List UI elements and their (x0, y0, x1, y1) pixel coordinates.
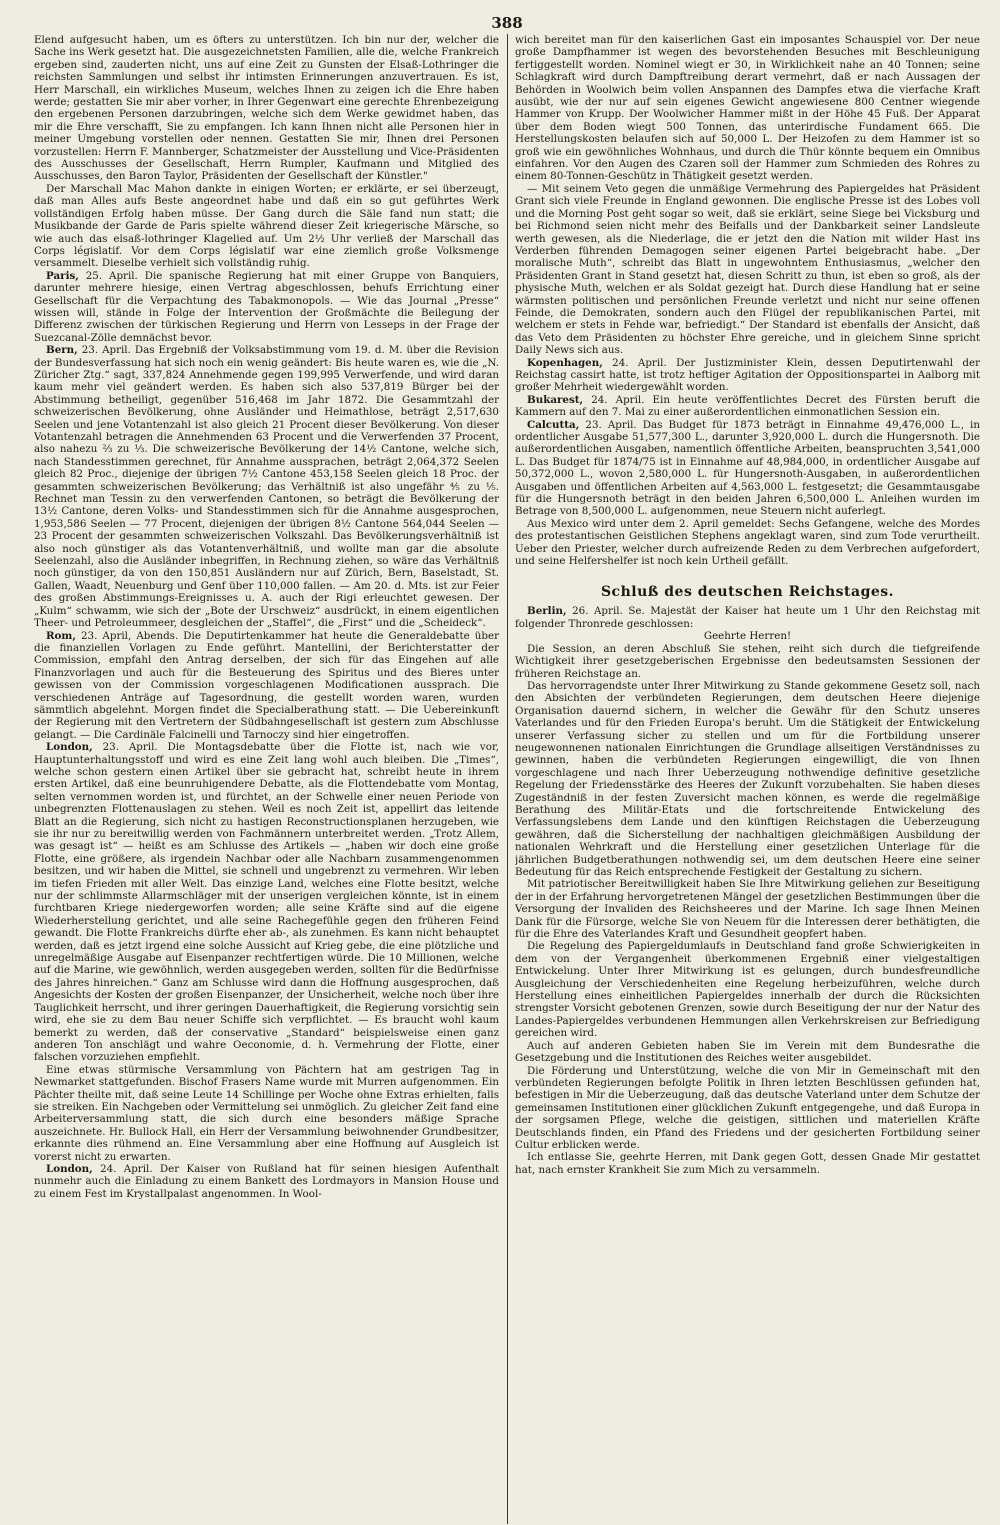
paragraph-text: 26. April. Se. Majestät der Kaiser hat heute um 1 Uhr den Reichstag mit folgender Thronrede geschlossen: (515, 605, 980, 630)
paragraph-text: Aus Mexico wird unter dem 2. April gemeldet: Sechs Gefangene, welche des Mordes des protestantischen Geistlichen Stephens angeklagt waren, sind zum Tode verurtheilt. Ueber den Priester, welcher durch aufreizende Reden zu dem Verbrechen aufgefordert, und seine Helfershelfer ist noch kein Urtheil gefällt. (515, 517, 980, 568)
paragraph-text: Die Regelung des Papiergeldumlaufs in Deutschland fand große Schwierigkeiten in dem von der Vergangenheit überkommenen Ergebniß einer vielgestaltigen Entwickelung. Unter Ihrer Mitwirkung ist es gelungen, durch bundesfreundliche Ausgleichung der Verschiedenheiten eine Regelung herbeizuführen, welche durch Herstellung eines einheitlichen Papiergeldes innerhalb der durch die Rücksichten strengster Vorsicht gebotenen Grenzen, sowie durch Beseitigung der nur der Natur des Landes-Papiergeldes verbundenen Hemmungen allen Verkehrskreisen zur Befriedigung gereichen wird. (515, 940, 980, 1040)
columns (34, 34, 980, 1524)
paragraph-text: 23. April. Die Montagsdebatte über die Flotte ist, nach wie vor, Hauptunterhaltungsstoff und wird es eine Zeit lang wohl auch bleiben. Die „Times“, welche schon gestern einen Artikel über sie gebracht hat, schreibt heute in ihrem ersten Artikel, daß eine beunruhigendere Debatte, als die Flottendebatte vom Montag, selten vernommen worden ist, und fürchtet, an der Schwelle einer neuen Periode von unbegrenzten Flottenauslagen zu stehen. Weil es noch Zeit ist, appellirt das leitende Blatt an die Regierung, sich nicht zu hastigen Reconstructionsplanen herzugeben, wie sie ihr nur zu bereitwillig werden von Fachmännern unterbreitet werden. „Trotz Allem, was gesagt ist“ — heißt es am Schlusse des Artikels — „haben wir doch eine große Flotte, eine größere, als irgendein Nachbar oder alle Nachbarn zusammengenommen besitzen, und wir haben die Mittel, sie schnell und ungebrenzt zu vermehren. Wir leben im tiefen Frieden mit aller Welt. Das einzige Land, welches eine Flotte besitzt, welche nur der schlimmste Allarmschläger mit der unserigen vergleichen könnte, ist in einem furchtbaren Kriege niedergeworfen worden; alle seine Kräfte sind auf die eigene Wiederherstellung gerichtet, und alle seine Rachegefühle gegen den früheren Feind gewandt. Die Flotte Frankreichs dürfte eher ab-, als zunehmen. Es kann nicht behauptet werden, daß es jetzt irgend eine solche Aussicht auf Krieg gebe, die eine plötzliche und unregelmäßige Ausgabe auf Eisenpanzer rechtfertigen würde. Die 10 Millionen, welche auf die Marine, wie gewöhnlich, werden ausgegeben werden, sollten für die Bedürfnisse des Jahres hinreichen.“ Ganz am Schlusse wird dann die Hoffnung ausgesprochen, daß Angesichts der Kosten der großen Eisenpanzer, der Unsicherheit, welche noch über ihre Tauglichkeit herrscht, und ihrer geringen Dauerhaftigkeit, die Regierung vorsichtig sein wird, ehe sie zu dem Bau neuer Schiffe sich verpflichtet. — Es braucht wohl kaum bemerkt zu werden, daß der conservative „Standard“ beispielsweise einen ganz anderen Ton anschlägt und wahre Oeconomie, d. h. Vermehrung der Flotte, einer falschen vorzuziehen empfiehlt. (34, 741, 500, 1064)
article-paragraph (34, 344, 499, 629)
dateline-place: London, (46, 1162, 93, 1175)
dateline-place: Bern, (46, 344, 78, 357)
paragraph-text: Mit patriotischer Bereitwilligkeit haben Sie Ihre Mitwirkung geliehen zur Beseitigung der in der Erfahrung hervorgetretenen Mängel der gesetzlichen Bestimmungen über die Versorgung der Invaliden des Reichsheeres und der Marine. Ich sage Ihnen Meinen Dank für die Fürsorge, welche Sie von Neuem für die Interessen derer bethätigten, die für die Ehre des Vaterlandes Kraft und Gesundheit geopfert haben. (515, 878, 980, 941)
paragraph-text: Elend aufgesucht haben, um es öfters zu unterstützen. Ich bin nur der, welcher die Sache ins Werk gesetzt hat. Die ausgezeichnetsten Familien, alle die, welche Frankreich ergeben sind, zauderten nicht, uns auf eine Zeit zu Gunsten der Elsaß-Lothringer die reichsten Sammlungen und selbst ihr intimsten Erinnerungen anzuvertrauen. Es ist, Herr Marschall, ein wirkliches Museum, welches Ihnen zu zeigen ich die Ehre haben werde; gestatten Sie mir aber vorher, in Ihrer Gegenwart eine gerechte Ehrenbezeigung den ergebenen Personen darzubringen, welche sich dem Werke gewidmet haben, das mir die Ehre verschafft, Sie zu empfangen. Ich kann Ihnen nicht alle Personen hier in meiner Umgebung vorstellen oder nennen. Gestatten Sie mir, Ihnen drei Personen vorzustellen: Herrn F. Mannberger, Schatzmeister der Ausstellung und Vice-Präsidenten des Ausschusses der Gesellschaft, Herrn Rumpler, Kaufmann und Mitglied des Ausschusses, den Baron Taylor, Präsidenten der Gesellschaft der Künstler." (34, 34, 499, 183)
article-paragraph (34, 183, 499, 270)
paragraph-text: Der Marschall Mac Mahon dankte in einigen Worten; er erklärte, er sei überzeugt, daß man Alles aufs Beste angeordnet habe und daß ein so gut geführtes Werk vollständigen Erfolg haben müsse. Der Gang durch die Säle fand nun statt; die Musikbande der Garde de Paris spielte während dieser Zeit kriegerische Märsche, so wie auch das elsaß-lothringer Klagelied auf. Um 2½ Uhr verließ der Marschall das Corps législatif. Vor dem Corps législatif war eine ziemlich große Volksmenge versammelt. Dieselbe verhielt sich vollständig ruhig. (34, 182, 499, 270)
paragraph-text: 23. April. Das Budget für 1873 beträgt in Einnahme 49,476,000 L., in ordentlicher Ausgabe 51,577,300 L., darunter 3,920,000 L. durch die Hungersnoth. Die außerordentlichen Ausgaben, namentlich öffentliche Arbeiten, beanspruchten 3,541,000 L. Das Budget für 1874/75 ist in Einnahme auf 48,984,000, in ordentlicher Ausgabe auf 50,372,000 L., wovon 2,580,000 L. für Hungersnoth-Ausgaben, in außerordentlichen Ausgaben und öffentlichen Arbeiten auf 4,563,000 L. festgesetzt; die Gesammtausgabe für die Hungersnoth beträgt in den beiden Jahren 6,500,000 L. Anleihen wurden im Betrage von 8,500,000 L. aufgenommen, neue Steuern nicht auferlegt. (515, 418, 980, 518)
paragraph-text: 23. April, Abends. Die Deputirtenkammer hat heute die Generaldebatte über die finanziellen Vorlagen zu Ende geführt. Mantellini, der Berichterstatter der Commission, empfahl den Antrag derselben, der sich für das Eingehen auf alle Finanzvorlagen und auch für die Besteuerung des Spiritus und des Bieres unter gewissen von der Commission vorgeschlagenen Modificationen aussprach. Die verschiedenen Anträge auf Tagesordnung, die gestellt worden waren, wurden sämmtlich abgelehnt. Morgen findet die Specialberathung statt. — Die Uebereinkunft der Regierung mit den Vertretern der Südbahngesellschaft ist gestern zum Abschlusse gelangt. — Die Cardinäle Falcinelli und Tarnoczy sind hier eingetroffen. (34, 629, 499, 741)
article-paragraph (515, 643, 980, 680)
column-divider (507, 34, 508, 1524)
paragraph-text: wich bereitet man für den kaiserlichen Gast ein imposantes Schauspiel vor. Der neue große Dampfhammer ist wegen des bevorstehenden Besuches mit Beschleunigung fertiggestellt worden. Nominel wiegt er 30, in Wirklichkeit nahe an 40 Tonnen; seine Schlagkraft wird durch Dampftreibung derart vermehrt, daß er nach Aussagen der Behörden in Woolwich beim vollen Anspannen des Dampfes etwa die vierfache Kraft ausübt, wie der nur auf sein eigenes Gewicht angewiesene 800 Centner wiegende Hammer von Krupp. Der Woolwicher Hammer mißt in der Höhe 45 Fuß. Der Apparat über dem Boden wiegt 500 Tonnen, das unterirdische Fundament 665. Die Herstellungskosten belaufen sich auf 50,000 L. Der Heizofen zu dem Hammer ist so groß wie ein gewöhnliches Wohnhaus, und durch die Thür könnte bequem ein Omnibus einfahren. Vor den Augen des Czaren soll der Hammer zum Schmieden des Rohres zu einem 80-Tonnen-Geschütz in Thätigkeit gesetzt werden. (515, 34, 980, 183)
paragraph-text: Auch auf anderen Gebieten haben Sie im Verein mit dem Bundesrathe die Gesetzgebung und die Institutionen des Reiches weiter ausgebildet. (515, 1039, 980, 1065)
article-paragraph (34, 34, 499, 183)
paragraph-text: — Mit seinem Veto gegen die unmäßige Vermehrung des Papiergeldes hat Präsident Grant sich viele Freunde in England gewonnen. Die englische Presse ist des Lobes voll und die Morning Post geht sogar so weit, daß sie erklärt, seine Siege bei Vicksburg und bei Richmond seien nicht mehr des Beifalls und der Dankbarkeit seiner Landsleute werth gewesen, als die Niederlage, die er jetzt den die Nation mit wilder Hast ins Verderben führenden Demagogen seiner eigenen Partei beigebracht habe. „Der moralische Muth“, schreibt das Blatt in ungewohntem Enthusiasmus, „welcher den Präsidenten Grant in Stand gesetzt hat, diesen Schritt zu thun, ist eben so groß, als der physische Muth, welchen er als Soldat gezeigt hat. Durch diese Handlung hat er seine wärmsten politischen und persönlichen Freunde verletzt und nicht nur seine offenen Feinde, die Demokraten, sondern auch den Flügel der republikanischen Partei, mit welchem er stets in Fehde war, befriedigt.“ Der Standard ist ebenfalls der Ansicht, daß das Veto dem Präsidenten zu höchster Ehre gereiche, und in gleichem Sinne spricht Daily News sich aus. (515, 182, 980, 357)
dateline-place: Berlin, (527, 605, 567, 618)
article-paragraph (515, 1040, 980, 1065)
page-number: 388 (491, 14, 523, 32)
paragraph-text: 25. April. Die spanische Regierung hat mit einer Gruppe von Banquiers, darunter mehrere hiesige, einen Vertrag abgeschlossen, behufs Errichtung einer Gesellschaft für die Verpachtung des Tabakmonopols. — Wie das Journal „Presse“ wissen will, stände in Folge der Intervention der Großmächte die Beilegung der Differenz zwischen der türkischen Regierung und Herrn von Lesseps in der Frage der Suezcanal-Zölle demnächst bevor. (34, 269, 499, 344)
paragraph-text: Eine etwas stürmische Versammlung von Pächtern hat am gestrigen Tag in Newmarket stattgefunden. Bischof Frasers Name wurde mit Murren aufgenommen. Ein Pächter theilte mit, daß seine Leute 14 Schillinge per Woche ohne Extras erhielten, falls sie streiken. Ein Nachgeben oder Vermittelung sei unmöglich. Zu gleicher Zeit fand eine Arbeiterversammlung statt, die sich durch eine besonders mäßige Sprache auszeichnete. Hr. Bullock Hall, ein Herr der Versammlung beiwohnender Grundbesitzer, erkannte dies rühmend an. Eine Versammlung aber eine Hoffnung auf Ausgleich ist vorerst nicht zu erwarten. (34, 1063, 499, 1163)
paragraph-text: Das hervorragendste unter Ihrer Mitwirkung zu Stande gekommene Gesetz soll, nach den Absichten der verbündeten Regierungen, dem deutschen Heere diejenige Organisation dauernd sichern, in welcher die Gewähr für den Schutz unseres Vaterlandes und für den Frieden Europa's beruht. Um die Stätigkeit der Entwickelung unserer Verfassung sicher zu stellen und um für die Fortbildung unserer neugewonnenen nationalen Einrichtungen die Grundlage allseitigen Verständnisses zu gewinnen, haben die verbündeten Regierungen eingewilligt, die von Ihnen vorgeschlagene und nach Ihrer Ueberzeugung nothwendige definitive gesetzliche Regelung der Friedensstärke des Heeres der Zukunft vorzubehalten. Sie haben dieses Zugeständniß in der festen Zuversicht machen können, es werde die regelmäßige Berathung des Militär-Etats und die fortschreitende Entwickelung des Verfassungslebens dem Lande und den künftigen Reichstagen die Ueberzeugung gewähren, daß die Sicherstellung der nachhaltigen gleichmäßigen Ausbildung der nationalen Wehrkraft und die Herstellung einer gesetzlichen Unterlage für die jährlichen Budgetberathungen nothwendig sei, um dem deutschen Heere eine seiner Bedeutung für das Reich entsprechende Festigkeit der Gestaltung zu sichern. (515, 679, 980, 878)
article-paragraph (34, 630, 499, 742)
article-paragraph (515, 183, 980, 357)
article-paragraph (515, 940, 980, 1039)
article-paragraph (515, 1151, 980, 1176)
paragraph-text: 24. April. Ein heute veröffentlichtes Decret des Fürsten beruft die Kammern auf den 7. Mai zu einer außerordentlichen einmonatlichen Session ein. (515, 393, 980, 419)
dateline-place: London, (46, 741, 93, 754)
article-paragraph (34, 1163, 499, 1200)
section-heading: Schluß des deutschen Reichstages. (600, 584, 895, 601)
dateline-place: Calcutta, (527, 418, 580, 431)
article-paragraph (34, 1064, 499, 1163)
article-paragraph (515, 357, 980, 394)
article-paragraph (515, 419, 980, 518)
left-column (34, 34, 507, 1524)
article-paragraph (515, 518, 980, 568)
right-column (515, 34, 980, 1524)
paragraph-text: Die Förderung und Unterstützung, welche die von Mir in Gemeinschaft mit den verbündeten Regierungen befolgte Politik in Ihren letzten Beschlüssen gefunden hat, befestigen in Mir die Ueberzeugung, daß das deutsche Vaterland unter dem Schutze der gemeinsamen Institutionen einer glücklichen Zukunft entgegengehe, und daß Europa in der sorgsamen Pflege, welche die geistigen, sittlichen und materiellen Kräfte Deutschlands finden, ein Pfand des Friedens und der gesicherten Fortbildung seiner Cultur erblicken werde. (515, 1064, 980, 1151)
paragraph-text: 24. April. Der Kaiser von Rußland hat für seinen hiesigen Aufenthalt nunmehr auch die Einladung zu einem Bankett des Lordmayors in Mansion House und zu einem Fest im Krystallpalast angenommen. In Wool- (34, 1162, 499, 1200)
dateline-place: Kopenhagen, (527, 356, 603, 369)
paragraph-text: 24. April. Der Justizminister Klein, dessen Deputirtenwahl der Reichstag cassirt hatte, ist trotz heftiger Agitation der Oppositionspartei in Aalborg mit großer Mehrheit wiedergewählt worden. (515, 356, 980, 394)
article-paragraph (34, 741, 499, 1064)
paragraph-text: Ich entlasse Sie, geehrte Herren, mit Dank gegen Gott, dessen Gnade Mir gestattet hat, nach ernster Krankheit Sie zum Mich zu versammeln. (515, 1151, 980, 1176)
dateline-place: Rom, (46, 629, 76, 642)
article-paragraph (515, 34, 980, 183)
dateline-place: Bukarest, (527, 393, 584, 406)
article-paragraph (515, 605, 980, 630)
article-paragraph (515, 680, 980, 879)
dateline-place: Paris, (46, 269, 79, 282)
salutation: Geehrte Herren! (703, 630, 792, 643)
paragraph-text: Die Session, an deren Abschluß Sie stehen, reiht sich durch die tiefgreifende Wichtigkeit ihrer gesetzgeberischen Ergebnisse den bedeutsamsten Sessionen der früheren Reichstage an. (515, 642, 980, 680)
article-paragraph (515, 394, 980, 419)
article-paragraph (515, 878, 980, 940)
article-paragraph (34, 270, 499, 344)
article-paragraph (515, 1065, 980, 1152)
paragraph-text: 23. April. Das Ergebniß der Volksabstimmung vom 19. d. M. über die Revision der Bundesverfassung hat sich noch ein wenig geändert: Bis heute waren es, wie die „N. Züricher Ztg.“ sagt, 337,824 Annehmende gegen 199,995 Verwerfende, und wird daran kaum mehr viel geändert werden. Es haben sich also 537,819 Bürger bei der Abstimmung betheiligt, gegenüber 516,468 im Jahr 1872. Die Gesammtzahl der schweizerischen Bevölkerung, ohne Ausländer und Heimathlose, beträgt 2,517,630 Seelen und jene Votantenzahl ist also gleich 21 Procent dieser Bevölkerung. Von dieser Votantenzahl betragen die Annehmenden 63 Procent und die Verwerfenden 37 Procent, also nahezu ⅔ zu ⅓. Die schweizerische Bevölkerung der 14½ Cantone, welche sich, nach Standesstimmen gerechnet, für Annahme aussprachen, beträgt 2,064,372 Seelen gleich 82 Proc., diejenige der übrigen 7½ Cantone 453,158 Seelen gleich 18 Proc. der gesammten schweizerischen Bevölkerung; das Verhältniß ist also ungefähr ⅘ zu ⅕. Rechnet man Tessin zu den verwerfenden Cantonen, so beträgt die Bevölkerung der 13½ Cantone, deren Volks- und Standesstimmen sich für die Annahme ausgesprochen, 1,953,586 Seelen — 77 Procent, diejenigen der übrigen 8½ Cantone 564,044 Seelen — 23 Procent der gesammten schweizerischen Volkszahl. Das Bevölkerungsverhältniß ist also noch günstiger als das Votantenverhältniß, und wollte man gar die absolute Seelenzahl, also die Ausländer inbegriffen, in Rechnung ziehen, so wäre das Verhältniß noch günstiger, da von den 150,851 Ausländern nur auf Zürich, Bern, Baselstadt, St. Gallen, Waadt, Neuenburg und Genf über 110,000 fallen. — Am 20. d. Mts. ist zur Feier des großen Abstimmungs-Ereignisses u. A. auch der Rigi erleuchtet gewesen. Der „Kulm“ schwamm, wie sich der „Bote der Urschweiz“ ausdrückt, in einem eigentlichen Theer- und Petroleummeer, desgleichen der „Staffel“, die „First“ und die „Scheideck“. (34, 344, 499, 630)
